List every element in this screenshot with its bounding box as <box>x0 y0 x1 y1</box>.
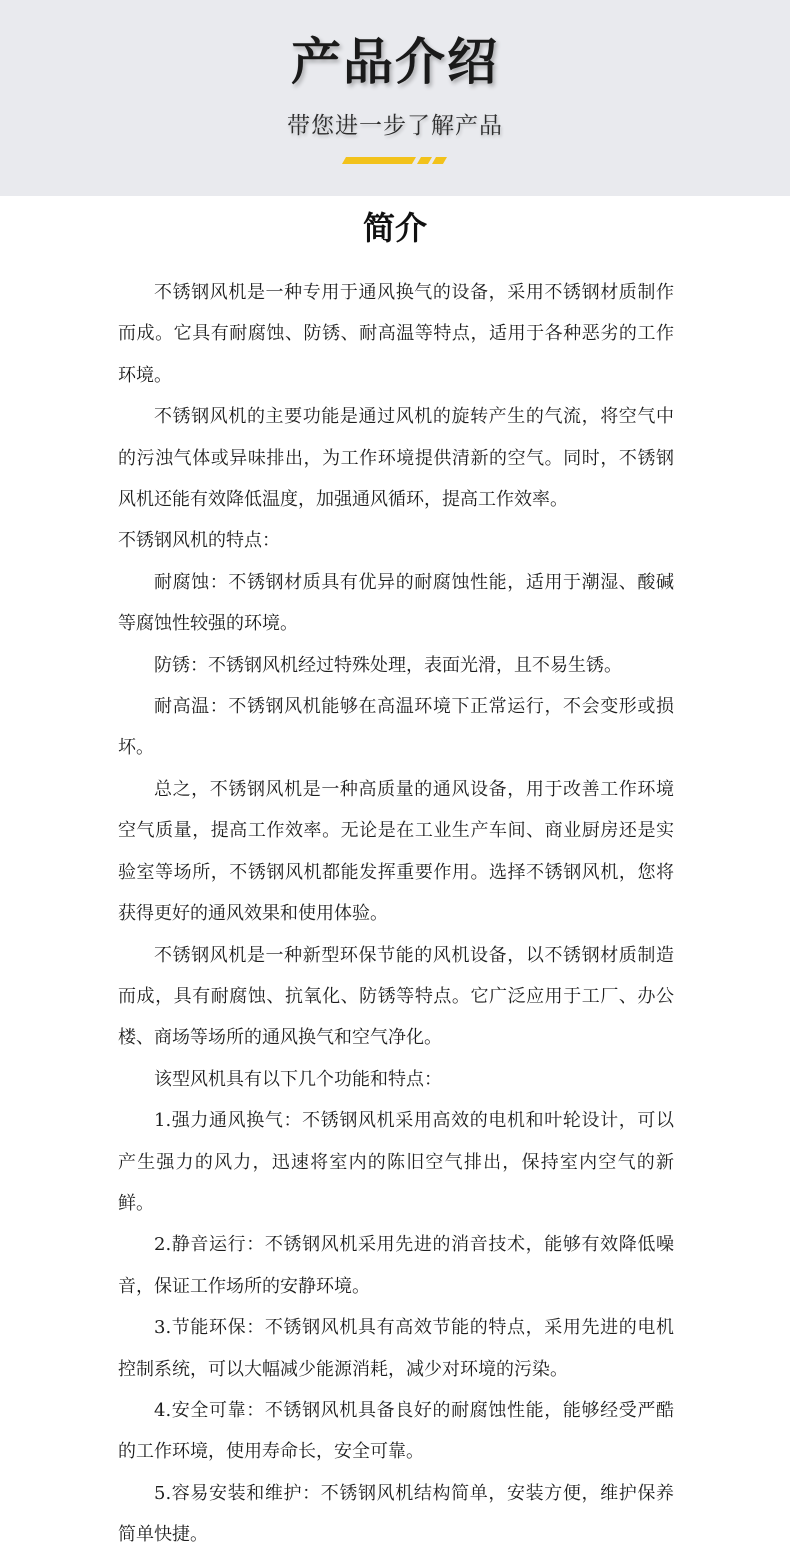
paragraph: 1.强力通风换气：不锈钢风机采用高效的电机和叶轮设计，可以产生强力的风力，迅速将室内的陈旧空气排出，保持室内空气的新鲜。 <box>118 1110 674 1214</box>
page-title: 产品介绍 <box>291 33 499 91</box>
paragraph: 耐高温：不锈钢风机能够在高温环境下正常运行，不会变形或损坏。 <box>118 696 674 759</box>
paragraph: 4.安全可靠：不锈钢风机具备良好的耐腐蚀性能，能够经受严酷的工作环境，使用寿命长，安全可靠。 <box>118 1399 674 1463</box>
accent-bar-long <box>342 157 416 164</box>
paragraph: 不锈钢风机是一种专用于通风换气的设备，采用不锈钢材质制作而成。它具有耐腐蚀、防锈、耐高温等特点，适用于各种恶劣的工作环境。 <box>118 282 674 386</box>
page-subtitle: 带您进一步了解产品 <box>287 113 503 139</box>
section-title: 简介 <box>362 209 427 247</box>
accent-bar-short <box>417 157 432 164</box>
intro-content <box>118 272 674 1556</box>
paragraph: 防锈：不锈钢风机经过特殊处理，表面光滑，且不易生锈。 <box>154 654 622 676</box>
paragraph: 该型风机具有以下几个功能和特点： <box>154 1068 442 1090</box>
accent-bar-short <box>432 157 447 164</box>
paragraph: 不锈钢风机是一种新型环保节能的风机设备，以不锈钢材质制造而成，具有耐腐蚀、抗氧化、防锈等特点。它广泛应用于工厂、办公楼、商场等场所的通风换气和空气净化。 <box>118 944 674 1049</box>
paragraph: 5.容易安装和维护：不锈钢风机结构简单，安装方便，维护保养简单快捷。 <box>118 1482 674 1546</box>
paragraph: 2.静音运行：不锈钢风机采用先进的消音技术，能够有效降低噪音，保证工作场所的安静环境。 <box>118 1234 674 1297</box>
paragraph: 3.节能环保：不锈钢风机具有高效节能的特点，采用先进的电机控制系统，可以大幅减少能源消耗，减少对环境的污染。 <box>118 1317 674 1380</box>
paragraph: 耐腐蚀：不锈钢材质具有优异的耐腐蚀性能，适用于潮湿、酸碱等腐蚀性较强的环境。 <box>118 571 674 635</box>
header-banner <box>0 0 790 196</box>
paragraph: 总之，不锈钢风机是一种高质量的通风设备，用于改善工作环境空气质量，提高工作效率。无论是在工业生产车间、商业厨房还是实验室等场所，不锈钢风机都能发挥重要作用。选择不锈钢风机，您将获得更好的通风效果和使用体验。 <box>118 778 674 925</box>
paragraph: 不锈钢风机的特点： <box>118 530 280 552</box>
paragraph: 不锈钢风机的主要功能是通过风机的旋转产生的气流，将空气中的污浊气体或异味排出，为工作环境提供清新的空气。同时，不锈钢风机还能有效降低温度，加强通风循环，提高工作效率。 <box>118 406 674 511</box>
